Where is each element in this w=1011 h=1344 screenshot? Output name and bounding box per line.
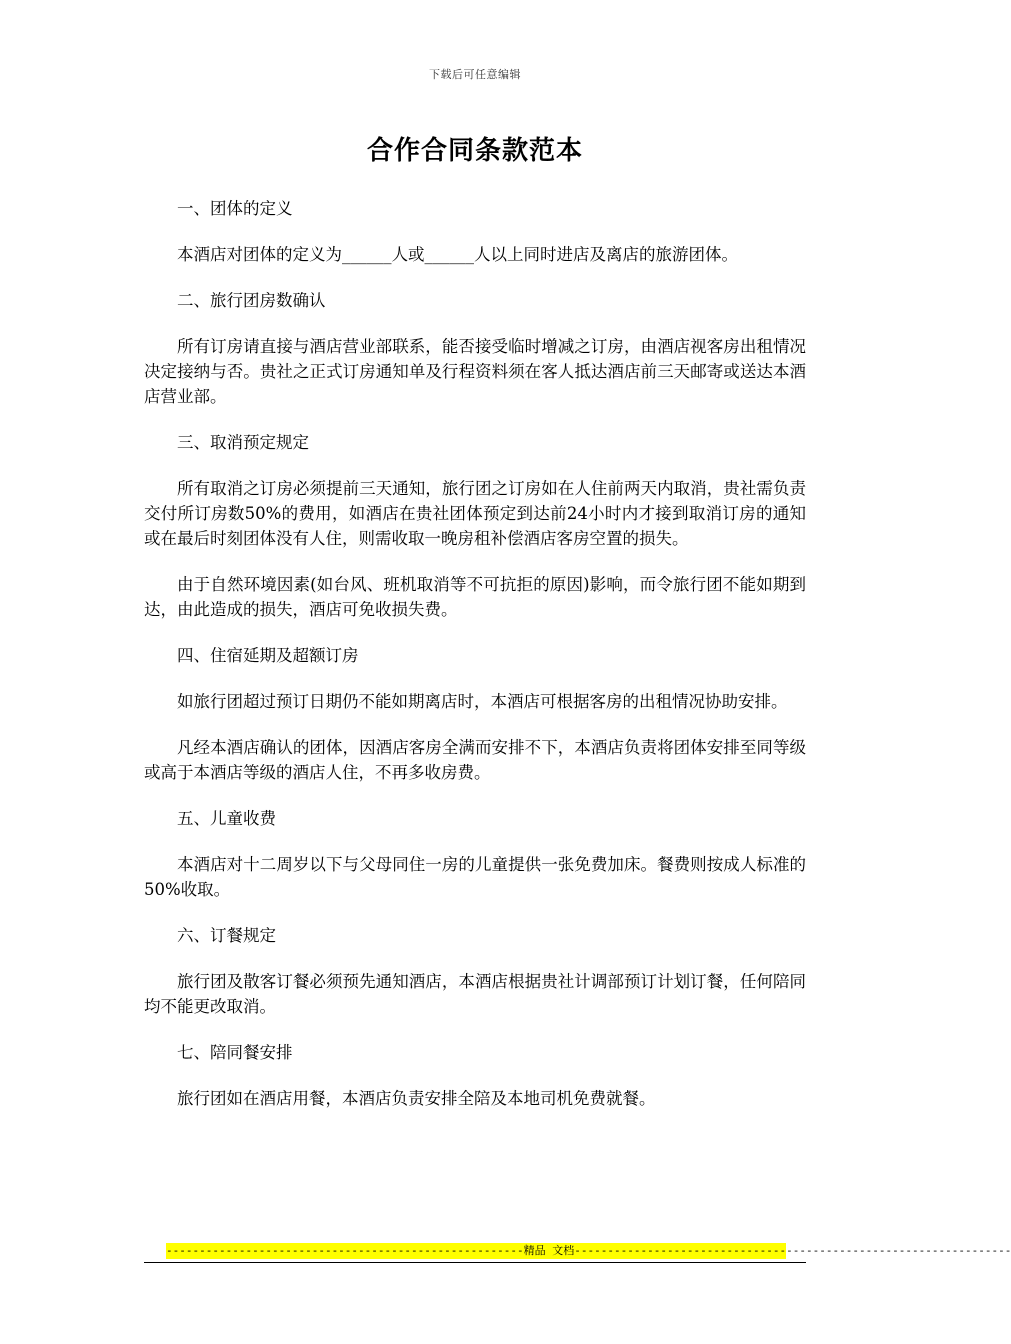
- document-title: 合作合同条款范本: [366, 136, 583, 166]
- paragraph: 如旅行团超过预订日期仍不能如期离店时，本酒店可根据客房的出租情况协助安排。: [177, 692, 788, 711]
- paragraph: 本酒店对十二周岁以下与父母同住一房的儿童提供一张免费加床。餐费则按成人标准的50%收取。: [144, 855, 806, 899]
- header-note: 下载后可任意编辑: [429, 68, 521, 81]
- document-body: [144, 196, 806, 1132]
- paragraph: 由于自然环境因素(如台风、班机取消等不可抗拒的原因)影响，而令旅行团不能如期到达，由此造成的损失，酒店可免收损失费。: [144, 575, 806, 619]
- footer-watermark: ------------------------------------------------------精品 文档------------------------------------------------------------------: [166, 1244, 1011, 1257]
- paragraph: 旅行团如在酒店用餐，本酒店负责安排全陪及本地司机免费就餐。: [177, 1089, 656, 1108]
- paragraph: 凡经本酒店确认的团体，因酒店客房全满而安排不下，本酒店负责将团体安排至同等级或高于本酒店等级的酒店人住，不再多收房费。: [144, 738, 806, 782]
- paragraph: 所有取消之订房必须提前三天通知，旅行团之订房如在人住前两天内取消，贵社需负责交付所订房数50%的费用，如酒店在贵社团体预定到达前24小时内才接到取消订房的通知或在最后时刻团体没有人住，则需收取一晚房租补偿酒店客房空置的损失。: [144, 479, 806, 548]
- section-heading-2: 二、旅行团房数确认: [177, 291, 326, 310]
- section-heading-6: 六、订餐规定: [177, 926, 276, 945]
- section-heading-5: 五、儿童收费: [177, 809, 276, 828]
- section-heading-1: 一、团体的定义: [177, 199, 293, 218]
- paragraph: 旅行团及散客订餐必须预先通知酒店，本酒店根据贵社计调部预订计划订餐，任何陪同均不能更改取消。: [144, 972, 806, 1016]
- section-heading-7: 七、陪同餐安排: [177, 1043, 293, 1062]
- section-heading-4: 四、住宿延期及超额订房: [177, 646, 359, 665]
- paragraph: 所有订房请直接与酒店营业部联系，能否接受临时增减之订房，由酒店视客房出租情况决定接纳与否。贵社之正式订房通知单及行程资料须在客人抵达酒店前三天邮寄或送达本酒店营业部。: [144, 337, 806, 406]
- paragraph: 本酒店对团体的定义为______人或______人以上同时进店及离店的旅游团体。: [177, 245, 738, 264]
- footer-divider: [144, 1262, 806, 1263]
- section-heading-3: 三、取消预定规定: [177, 433, 309, 452]
